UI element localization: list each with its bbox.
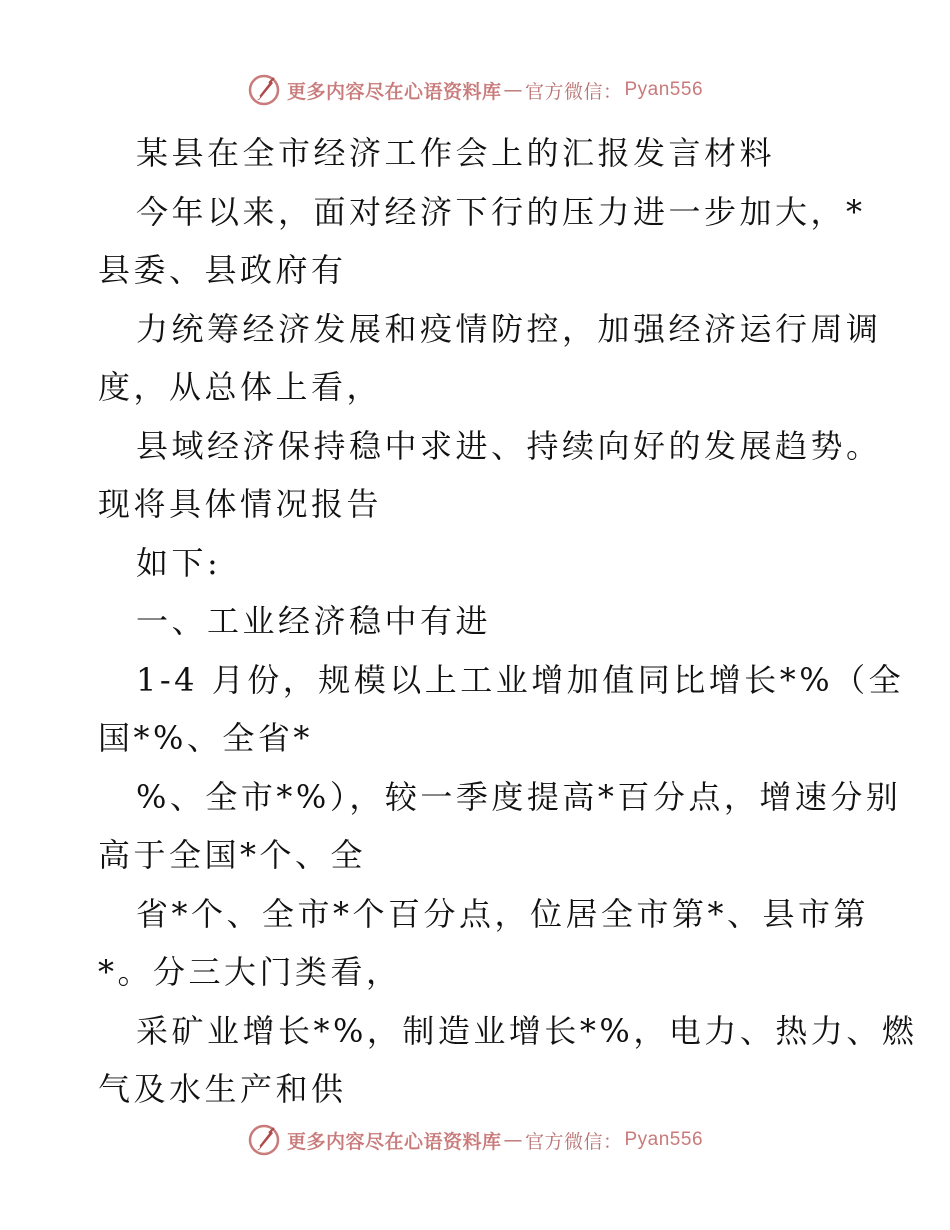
- feather-pen-circle-icon: [247, 73, 281, 107]
- watermark-id: Pyan556: [624, 1129, 704, 1150]
- watermark-main-text: 更多内容尽在心语资料库: [286, 1130, 502, 1153]
- watermark-dash: —: [503, 79, 523, 101]
- paragraph-line: 如下:: [136, 543, 222, 582]
- watermark-sub-text: 官方微信：: [524, 1130, 623, 1153]
- paragraph-line: 1-4 月份，规模以上工业增加值同比增长*%（全: [136, 660, 905, 699]
- paragraph-line: 省*个、全市*个百分点，位居全市第*、县市第: [136, 894, 870, 933]
- paragraph-line: 现将具体情况报告: [98, 485, 383, 523]
- header-watermark: [0, 70, 950, 110]
- document-body: [98, 124, 918, 1119]
- paragraph-line: 度，从总体上看，: [98, 368, 383, 406]
- paragraph-line: 采矿业增长*%，制造业增长*%，电力、热力、燃: [136, 1011, 918, 1050]
- watermark-main-text: 更多内容尽在心语资料库: [286, 80, 502, 103]
- paragraph-line: 县域经济保持稳中求进、持续向好的发展趋势。: [136, 426, 882, 465]
- section-heading: 一、工业经济稳中有进: [136, 602, 492, 640]
- paragraph-line: 县委、县政府有: [98, 251, 347, 289]
- paragraph-line: 高于全国*个、全: [98, 836, 367, 874]
- paragraph-line: %、全市*%），较一季度提高*百分点，增速分别: [136, 777, 902, 816]
- footer-watermark: [0, 1120, 950, 1160]
- paragraph-line: 国*%、全省*: [98, 719, 313, 757]
- paragraph-line: 今年以来，面对经济下行的压力进一步加大，*: [136, 192, 866, 231]
- watermark-id: Pyan556: [624, 79, 704, 100]
- feather-pen-circle-icon: [247, 1123, 281, 1157]
- paragraph-line: 气及水生产和供: [98, 1070, 347, 1108]
- paragraph-line: *。分三大门类看，: [98, 953, 402, 991]
- watermark-sub-text: 官方微信：: [524, 80, 623, 103]
- paragraph-line: 力统筹经济发展和疫情防控，加强经济运行周调: [136, 309, 882, 348]
- document-title: 某县在全市经济工作会上的汇报发言材料: [136, 134, 776, 172]
- watermark-dash: —: [503, 1129, 523, 1151]
